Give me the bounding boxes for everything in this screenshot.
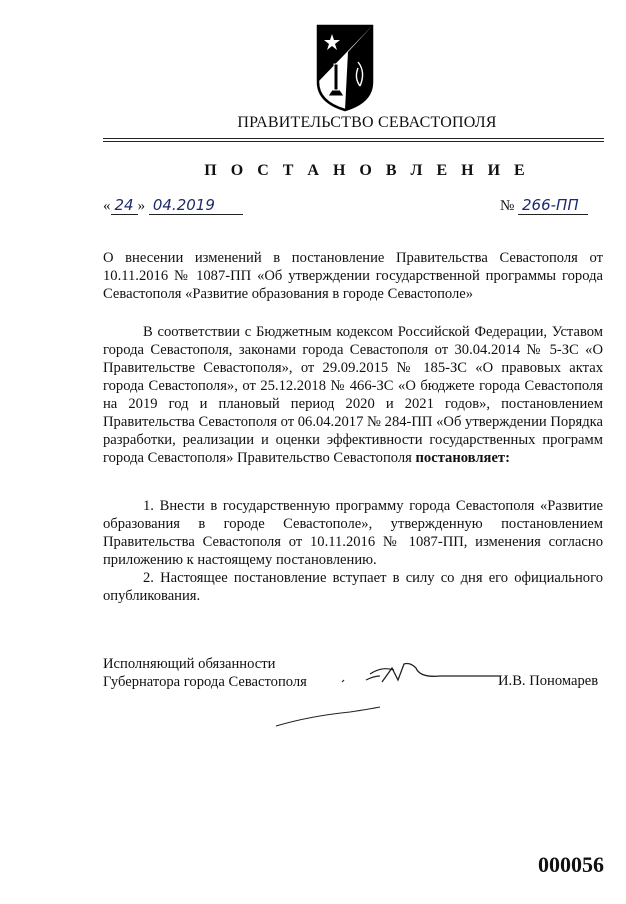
decree-word: постановляет: (415, 450, 510, 466)
header-divider (103, 138, 604, 139)
preamble: В соответствии с Бюджетным кодексом Российской Федерации, Уставом города Севастополя, законами города Севастополя от 30.04.2014 № 5-ЗС «О Правительстве Севастополя», от 29.09.2015 № 185-ЗС «О правовых актах города Севастополя», от 25.12.2018 № 466-ЗС «О бюджете города Севастополя на 2019 год и плановый период 2020 и 2021 годов», постановлением Правительства Севастополя от 06.04.2017 № 284-ПП «Об утверждении Порядка разработки, реализации и оценки эффективности государственных программ города Севастополя» Правительство Севастополя постановляет: (103, 324, 603, 466)
sevastopol-coat-of-arms-icon (314, 22, 376, 112)
handwritten-signature (270, 652, 510, 732)
document-date: « 24 » 04.2019 (103, 196, 243, 215)
document-title: О внесении изменений в постановление Правительства Севастополя от 10.11.2016 № 1087-ПП «Об утверждении государственной программы города Севастополя «Развитие образования в городе Севастополе» (103, 250, 603, 302)
document-type: П О С Т А Н О В Л Е Н И Е (204, 162, 530, 179)
signatory-position: Исполняющий обязанности Губернатора города Севастополя (103, 656, 307, 690)
decree-items (103, 497, 603, 605)
document-number: № 266-ПП (500, 196, 588, 215)
decree-item: 2. Настоящее постановление вступает в силу со дня его официального опубликования. (103, 570, 603, 604)
header-divider-thin (103, 141, 604, 142)
date-month-year: 04.2019 (149, 196, 243, 215)
signatory-name: И.В. Пономарев (498, 673, 599, 689)
decree-item: 1. Внести в государственную программу города Севастополя «Развитие образования в городе Севастополе», утвержденную постановлением Правительства Севастополя от 10.11.2016 № 1087-ПП, изменения согласно приложению к настоящему постановлению. (103, 498, 603, 568)
issuing-authority: ПРАВИТЕЛЬСТВО СЕВАСТОПОЛЯ (237, 114, 497, 131)
date-day: 24 (111, 196, 138, 215)
serial-number: 000056 (538, 852, 604, 877)
document-number-value: 266-ПП (518, 196, 588, 215)
